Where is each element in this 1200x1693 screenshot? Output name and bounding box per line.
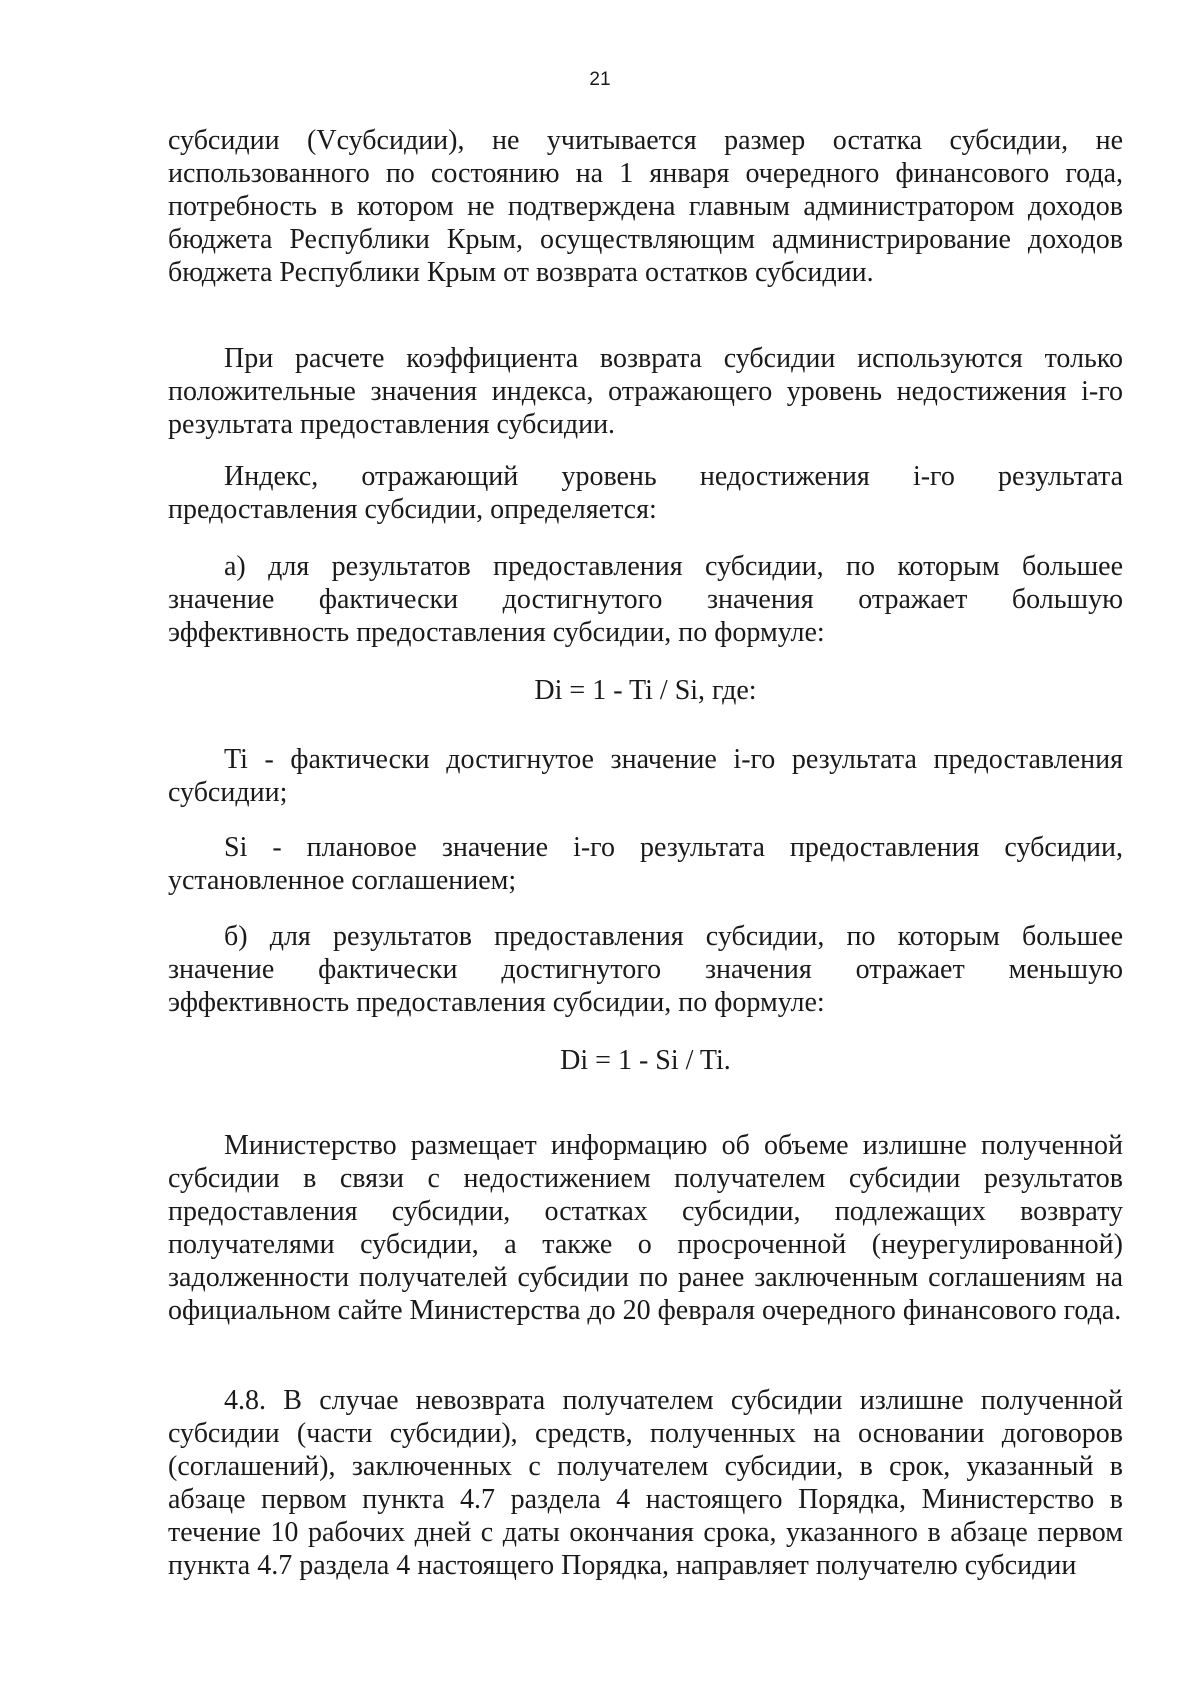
paragraph-ministry-publication: Министерство размещает информацию об объеме излишне полученной субсидии в связи с недостижением получателем субсидии результатов предоставления субсидии, остатках субсидии, подлежащих возврату получателями субсидии, а также о просроченной (неурегулированной) задолженности получателей субсидии по ранее заключенным соглашениям на официальном сайте Министерства до 20 февраля очередного финансового года. <box>168 1130 1123 1326</box>
page-number: 21 <box>589 69 611 90</box>
paragraph-si-definition: Si - плановое значение i-го результата предоставления субсидии, установленное соглашением; <box>168 832 1123 896</box>
paragraph-index-definition: Индекс, отражающий уровень недостижения i-го результата предоставления субсидии, определяется: <box>168 461 1123 525</box>
paragraph-ti-definition: Ti - фактически достигнутое значение i-го результата предоставления субсидии; <box>168 744 1123 808</box>
paragraph-section-4-8: 4.8. В случае невозврата получателем субсидии излишне полученной субсидии (части субсидии), средств, полученных на основании договоров (соглашений), заключенных с получателем субсидии, в срок, указанный в абзаце первом пункта 4.7 раздела 4 настоящего Порядка, Министерство в течение 10 рабочих дней с даты окончания срока, указанного в абзаце первом пункта 4.7 раздела 4 настоящего Порядка, направляет получателю субсидии <box>168 1385 1123 1581</box>
formula-a: Di = 1 - Ti / Si, где: <box>534 675 757 706</box>
formula-b: Di = 1 - Si / Ti. <box>560 1045 731 1076</box>
paragraph-subsidy-remainder: субсидии (Vсубсидии), не учитывается размер остатка субсидии, не использованного по состоянию на 1 января очередного финансового года, потребность в котором не подтверждена главным администратором доходов бюджета Республики Крым, осуществляющим администрирование доходов бюджета Республики Крым от возврата остатков субсидии. <box>168 125 1123 288</box>
paragraph-case-a: а) для результатов предоставления субсидии, по которым большее значение фактически достигнутого значения отражает большую эффективность предоставления субсидии, по формуле: <box>168 551 1123 648</box>
paragraph-return-coefficient: При расчете коэффициента возврата субсидии используются только положительные значения индекса, отражающего уровень недостижения i-го результата предоставления субсидии. <box>168 343 1123 440</box>
paragraph-case-b: б) для результатов предоставления субсидии, по которым большее значение фактически достигнутого значения отражает меньшую эффективность предоставления субсидии, по формуле: <box>168 921 1123 1018</box>
